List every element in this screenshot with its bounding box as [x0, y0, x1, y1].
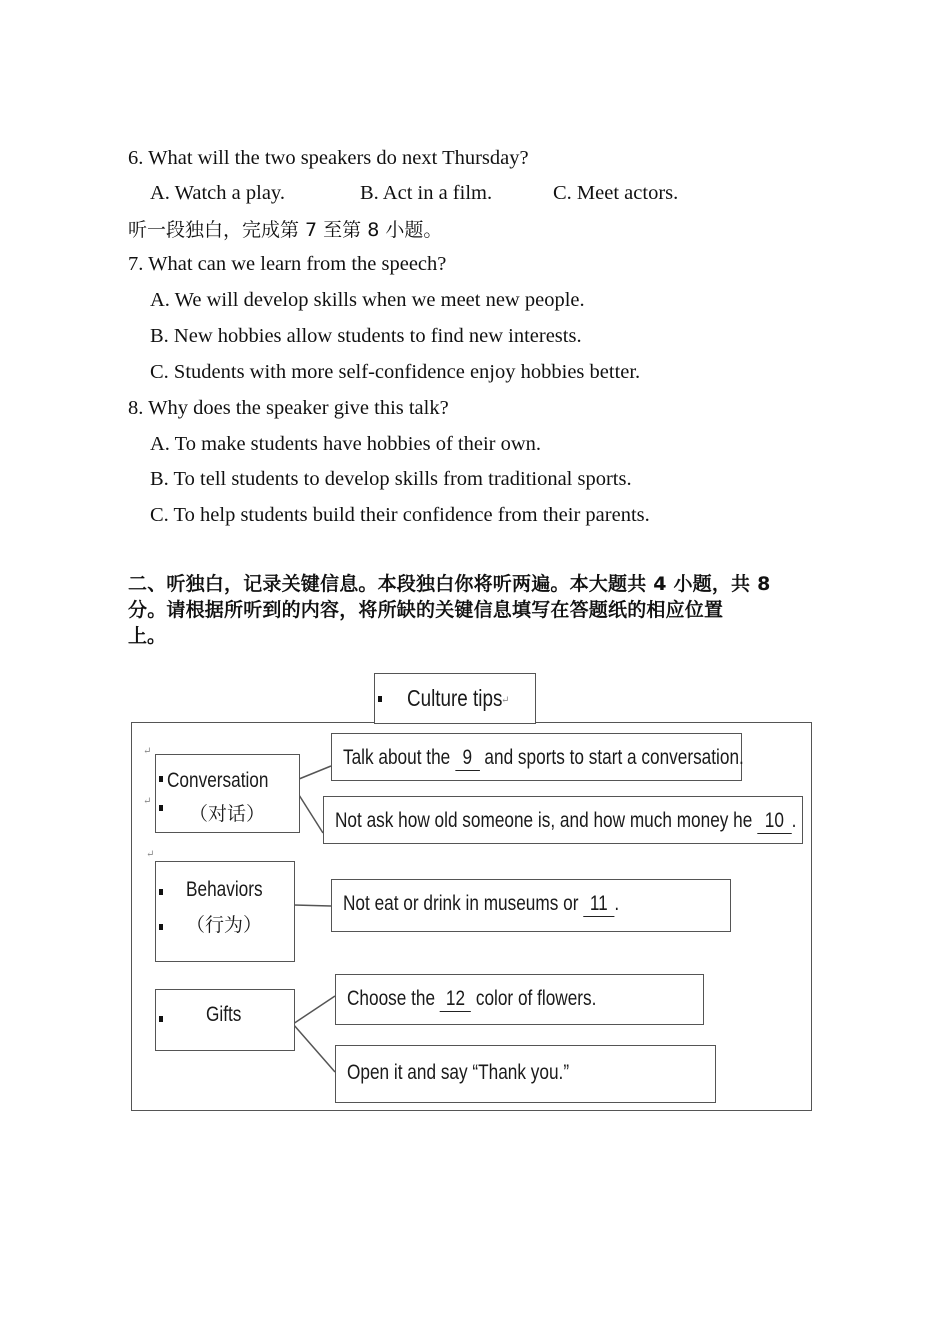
q8-option-b: B. To tell students to develop skills from traditional sports. [150, 468, 632, 490]
q6-option-b: B. Act in a film. [360, 182, 493, 204]
bullet-icon [159, 889, 163, 895]
q6-option-a: A. Watch a play. [150, 182, 285, 204]
section2-line1: 二、听独白，记录关键信息。本段独白你将听两遍。本大题共 4 小题，共 8 [128, 573, 771, 595]
conversation-label: Conversation [167, 769, 269, 792]
return-mark-icon: ↵ [143, 796, 152, 807]
q7-option-a: A. We will develop skills when we meet new people. [150, 289, 585, 311]
tip-11-text [343, 892, 619, 917]
return-mark-icon: ↵ [146, 849, 155, 860]
section2-line2: 分。请根据所听到的内容，将所缺的关键信息填写在答题纸的相应位置 [128, 599, 724, 621]
tip-12-text [347, 987, 596, 1012]
tip-10-before: Not ask how old someone is, and how much money he [335, 809, 753, 832]
conversation-label-cn: （对话） [189, 804, 266, 825]
bullet-icon [159, 924, 163, 930]
tip-9-after: and sports to start a conversation. [484, 746, 744, 769]
behaviors-box [155, 861, 295, 962]
blank-11[interactable]: 11 [583, 892, 614, 917]
tip-9-before: Talk about the [343, 746, 451, 769]
tip-thanks-box [335, 1045, 716, 1103]
question-8: 8. Why does the speaker give this talk? [128, 397, 449, 419]
q8-option-a: A. To make students have hobbies of their own. [150, 433, 542, 455]
tip-12-before: Choose the [347, 987, 436, 1010]
bullet-icon [159, 776, 163, 782]
tip-thanks-text: Open it and say “Thank you.” [347, 1061, 570, 1084]
bullet-icon [159, 805, 163, 811]
q8-option-c: C. To help students build their confidence from their parents. [150, 504, 650, 526]
behaviors-label: Behaviors [186, 878, 263, 901]
blank-12[interactable]: 12 [440, 987, 471, 1012]
return-mark-icon: ↵ [501, 695, 510, 706]
instruction-7-8: 听一段独白，完成第 7 至第 8 小题。 [128, 219, 443, 241]
blank-9[interactable]: 9 [455, 746, 480, 771]
blank-10[interactable]: 10 [757, 809, 791, 834]
tip-11-before: Not eat or drink in museums or [343, 892, 579, 915]
bullet-icon [159, 1016, 163, 1022]
gifts-box [155, 989, 295, 1051]
tip-9-text [343, 746, 744, 771]
question-6: 6. What will the two speakers do next Thursday? [128, 147, 529, 169]
tip-12-box [335, 974, 704, 1025]
conversation-box [155, 754, 300, 833]
bullet-icon [378, 696, 382, 702]
title-box [374, 673, 536, 724]
tip-10-box [323, 796, 803, 844]
q7-option-b: B. New hobbies allow students to find new interests. [150, 325, 582, 347]
tip-11-box [331, 879, 731, 932]
section2-line3: 上。 [128, 625, 167, 647]
q6-option-c: C. Meet actors. [553, 182, 679, 204]
return-mark-icon: ↵ [143, 746, 152, 757]
tip-10-text [335, 809, 796, 834]
tip-10-after: . [791, 809, 797, 832]
behaviors-label-cn: （行为） [186, 915, 263, 936]
tip-12-after: color of flowers. [475, 987, 597, 1010]
gifts-label: Gifts [206, 1003, 242, 1026]
question-7: 7. What can we learn from the speech? [128, 253, 447, 275]
tip-11-after: . [614, 892, 620, 915]
q7-option-c: C. Students with more self-confidence enjoy hobbies better. [150, 361, 641, 383]
tip-9-box [331, 733, 742, 781]
diagram-title: Culture tips [407, 685, 503, 711]
